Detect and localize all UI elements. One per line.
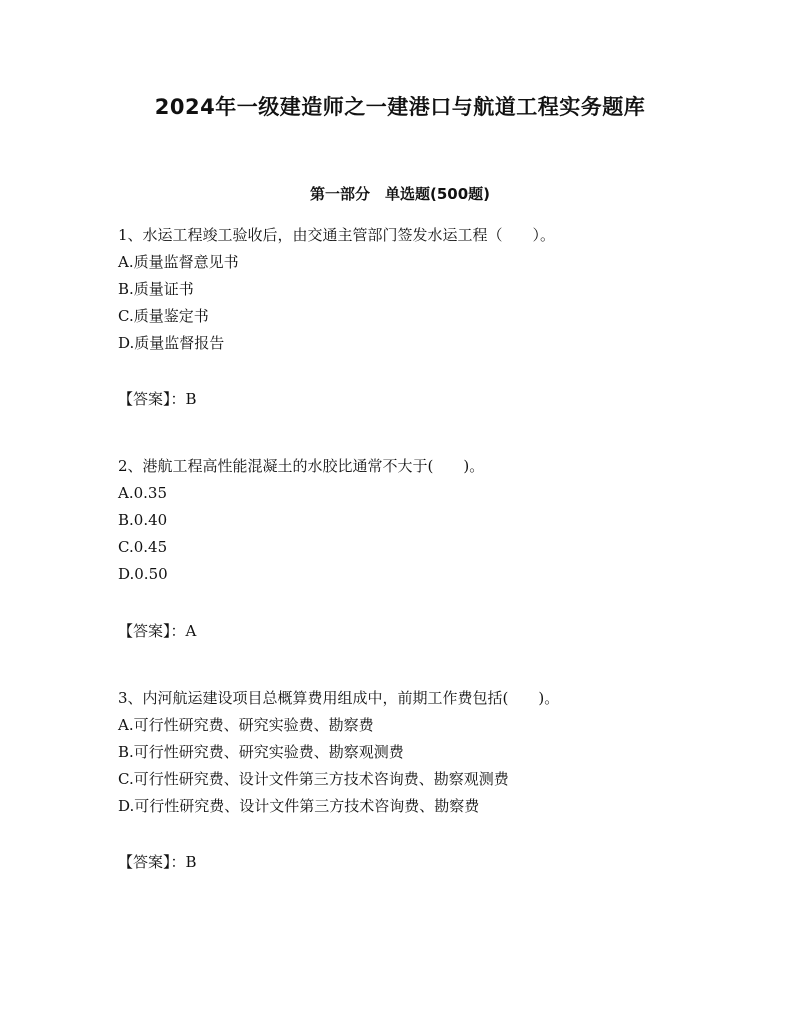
option-a: A.质量监督意见书 <box>118 253 239 271</box>
option-c: C.质量鉴定书 <box>118 307 209 325</box>
option-b: B.质量证书 <box>118 280 194 298</box>
option-b: B.0.40 <box>118 511 168 529</box>
question-stem: 2、港航工程高性能混凝土的水胶比通常不大于( )。 <box>118 457 485 475</box>
option-b: B.可行性研究费、研究实验费、勘察观测费 <box>118 743 404 761</box>
question-3 <box>118 685 718 871</box>
option-d: D.质量监督报告 <box>118 334 225 352</box>
answer-label: 【答案】：A <box>118 622 197 640</box>
question-1 <box>118 222 718 408</box>
document-title: 2024年一级建造师之一建港口与航道工程实务题库 <box>154 95 646 119</box>
answer-label: 【答案】：B <box>118 853 197 871</box>
option-d: D.0.50 <box>118 565 168 583</box>
option-d: D.可行性研究费、设计文件第三方技术咨询费、勘察费 <box>118 797 480 815</box>
option-c: C.0.45 <box>118 538 168 556</box>
answer-label: 【答案】：B <box>118 390 197 408</box>
option-a: A.0.35 <box>118 484 167 502</box>
question-2 <box>118 453 718 640</box>
question-stem: 1、水运工程竣工验收后，由交通主管部门签发水运工程（ ）。 <box>118 226 556 244</box>
option-a: A.可行性研究费、研究实验费、勘察费 <box>118 716 374 734</box>
question-stem: 3、内河航运建设项目总概算费用组成中，前期工作费包括( )。 <box>118 689 560 707</box>
section-title: 第一部分 单选题(500题) <box>309 185 491 203</box>
option-c: C.可行性研究费、设计文件第三方技术咨询费、勘察观测费 <box>118 770 509 788</box>
